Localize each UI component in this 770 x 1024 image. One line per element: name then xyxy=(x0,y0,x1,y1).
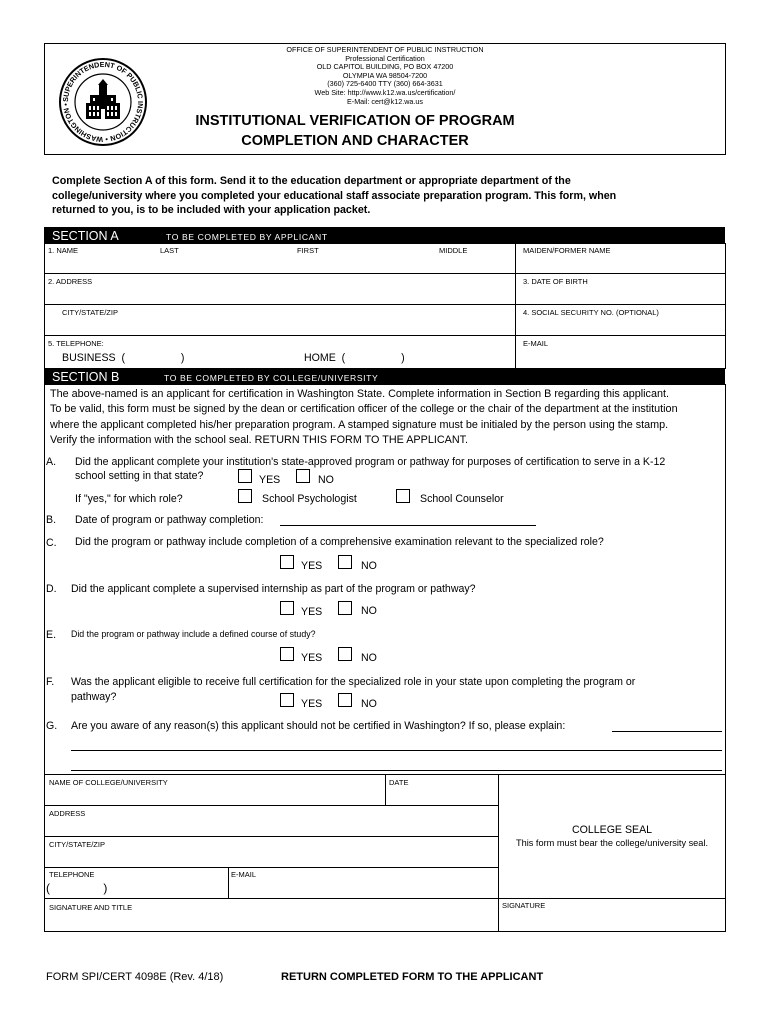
no-label: NO xyxy=(361,698,377,710)
college-date-label: DATE xyxy=(389,778,409,787)
divider xyxy=(44,273,726,274)
section-b-title: SECTION B xyxy=(52,370,120,384)
business-phone-field[interactable] xyxy=(125,350,180,365)
ssn-field[interactable] xyxy=(517,318,723,334)
question-e-text: Did the program or pathway include a defined course of study? xyxy=(71,629,316,639)
no-label: NO xyxy=(318,474,334,486)
explanation-line-1[interactable] xyxy=(612,731,722,732)
college-date-field[interactable] xyxy=(387,788,496,804)
college-email-field[interactable] xyxy=(230,880,496,896)
home-phone-field[interactable] xyxy=(348,350,403,365)
yes-label: YES xyxy=(301,652,323,664)
return-note: RETURN COMPLETED FORM TO THE APPLICANT xyxy=(281,971,544,983)
date-of-birth-label: 3. DATE OF BIRTH xyxy=(523,277,588,286)
telephone-label: 5. TELEPHONE: xyxy=(48,339,104,348)
name-label: 1. NAME xyxy=(48,246,79,255)
question-d-no-checkbox[interactable] xyxy=(338,601,352,615)
school-psychologist-label: School Psychologist xyxy=(262,493,357,505)
instructions: Complete Section A of this form. Send it to the education department or appropriate department of the college/university where you completed your educational staff associate preparation program. This form, when returned to you, is to be included with your application packet. xyxy=(52,175,617,217)
school-counselor-label: School Counselor xyxy=(420,493,504,505)
completion-date-line[interactable] xyxy=(280,525,536,526)
email-label: E-MAIL xyxy=(523,339,549,348)
question-b-letter: B. xyxy=(46,514,57,526)
question-c-text: Did the program or pathway include completion of a comprehensive examination relevant to the specialized role? xyxy=(75,536,604,548)
last-name-label: LAST xyxy=(160,246,179,255)
college-telephone-field[interactable] xyxy=(55,880,100,896)
divider xyxy=(44,805,499,806)
yes-label: YES xyxy=(301,698,323,710)
date-of-birth-field[interactable] xyxy=(517,287,723,303)
question-c-letter: C. xyxy=(46,537,57,549)
question-g-letter: G. xyxy=(46,720,58,732)
yes-label: YES xyxy=(301,560,323,572)
question-b-text: Date of program or pathway completion: xyxy=(75,514,264,526)
question-c-yes-checkbox[interactable] xyxy=(280,555,294,569)
college-address-field[interactable] xyxy=(46,819,496,835)
city-state-zip-field[interactable] xyxy=(46,318,514,334)
school-counselor-checkbox[interactable] xyxy=(396,489,410,503)
yes-label: YES xyxy=(301,606,323,618)
first-name-label: FIRST xyxy=(297,246,319,255)
question-c-no-checkbox[interactable] xyxy=(338,555,352,569)
ssn-label: 4. SOCIAL SECURITY NO. (OPTIONAL) xyxy=(523,308,659,317)
college-phone-parens: ( ) xyxy=(46,881,108,895)
college-city-field[interactable] xyxy=(46,850,496,866)
business-phone-label: BUSINESS ( ) xyxy=(62,352,185,364)
divider xyxy=(515,243,516,369)
question-a-text-cont: school setting in that state? xyxy=(75,470,204,482)
question-f-no-checkbox[interactable] xyxy=(338,693,352,707)
college-name-field[interactable] xyxy=(46,788,383,804)
question-d-text: Did the applicant complete a supervised internship as part of the program or pathway? xyxy=(71,583,476,595)
question-e-yes-checkbox[interactable] xyxy=(280,647,294,661)
college-seal-title: COLLEGE SEAL xyxy=(571,824,653,836)
no-label: NO xyxy=(361,605,377,617)
role-question: If "yes," for which role? xyxy=(75,493,183,505)
agency-city: OLYMPIA WA 98504-7200 xyxy=(342,70,428,80)
explanation-line-3[interactable] xyxy=(71,770,722,771)
email-field[interactable] xyxy=(517,349,723,367)
question-e-letter: E. xyxy=(46,629,57,641)
college-address-label: ADDRESS xyxy=(49,809,86,818)
svg-text:SUPERINTENDENT OF PUBLIC INSTR: SUPERINTENDENT OF PUBLIC INSTRUCTION • WASHINGTON • xyxy=(60,59,146,145)
section-a-title: SECTION A xyxy=(52,229,119,243)
explanation-line-2[interactable] xyxy=(71,750,722,751)
college-name-label: NAME OF COLLEGE/UNIVERSITY xyxy=(49,778,168,787)
section-b-header xyxy=(44,368,725,385)
form-id: FORM SPI/CERT 4098E (Rev. 4/18) xyxy=(46,971,224,983)
divider xyxy=(228,867,229,899)
division-name: Professional Certification xyxy=(345,53,425,63)
divider xyxy=(44,867,499,868)
name-field[interactable] xyxy=(46,256,514,272)
form-title: INSTITUTIONAL VERIFICATION OF PROGRAM COMPLETION AND CHARACTER xyxy=(195,113,515,149)
question-f-letter: F. xyxy=(46,676,55,688)
signature-field[interactable] xyxy=(500,910,724,930)
signature-title-label: SIGNATURE AND TITLE xyxy=(49,903,133,912)
home-phone-label: HOME ( ) xyxy=(304,352,405,364)
section-a-subtitle: TO BE COMPLETED BY APPLICANT xyxy=(166,232,328,242)
question-e-no-checkbox[interactable] xyxy=(338,647,352,661)
signature-title-field[interactable] xyxy=(46,912,496,930)
yes-label: YES xyxy=(259,474,281,486)
question-g-text: Are you aware of any reason(s) this applicant should not be certified in Washington? If so, please explain: xyxy=(71,720,566,732)
college-seal-area xyxy=(500,824,724,848)
question-f-text-cont: pathway? xyxy=(71,691,117,703)
divider xyxy=(44,304,726,305)
agency-website: Web Site: http://www.k12.wa.us/certification/ xyxy=(314,87,456,97)
school-psychologist-checkbox[interactable] xyxy=(238,489,252,503)
question-d-yes-checkbox[interactable] xyxy=(280,601,294,615)
question-a-yes-checkbox[interactable] xyxy=(238,469,252,483)
college-city-label: CITY/STATE/ZIP xyxy=(49,840,105,849)
section-b-subtitle: TO BE COMPLETED BY COLLEGE/UNIVERSITY xyxy=(164,373,379,383)
address-field[interactable] xyxy=(46,287,514,303)
question-a-letter: A. xyxy=(46,456,57,468)
college-seal-note: This form must bear the college/university seal. xyxy=(516,838,708,848)
middle-name-label: MIDDLE xyxy=(439,246,468,255)
signature-label: SIGNATURE xyxy=(502,901,546,910)
divider xyxy=(44,836,499,837)
question-f-yes-checkbox[interactable] xyxy=(280,693,294,707)
agency-address-block xyxy=(230,46,540,106)
no-label: NO xyxy=(361,652,377,664)
question-f-text: Was the applicant eligible to receive full certification for the specialized role in your state upon completing the program or xyxy=(71,676,636,688)
divider xyxy=(44,335,726,336)
question-d-letter: D. xyxy=(46,583,57,595)
no-label: NO xyxy=(361,560,377,572)
agency-street: OLD CAPITOL BUILDING, PO BOX 47200 xyxy=(316,62,454,72)
city-state-zip-label: CITY/STATE/ZIP xyxy=(62,308,118,317)
question-a-text: Did the applicant complete your institution's state-approved program or pathway for purposes of certification to serve in a K-12 xyxy=(75,456,666,468)
divider xyxy=(498,774,499,932)
college-email-label: E-MAIL xyxy=(231,870,257,879)
agency-name: OFFICE OF SUPERINTENDENT OF PUBLIC INSTRUCTION xyxy=(286,45,484,54)
agency-phone: (360) 725-6400 TTY (360) 664-3631 xyxy=(327,79,443,89)
maiden-name-label: MAIDEN/FORMER NAME xyxy=(523,246,611,255)
maiden-name-field[interactable] xyxy=(517,256,723,272)
question-a-no-checkbox[interactable] xyxy=(296,469,310,483)
section-b-instructions: The above-named is an applicant for certification in Washington State. Complete information in Section B regarding this applicant. To be valid, this form must be signed by the dean or certification officer of the college or the chair of the department at the institution where the applicant completed his/her preparation program. A stamped signature must be initialed by the person using the stamp. Verify the information with the school seal. RETURN THIS FORM TO THE APPLICANT. xyxy=(50,388,678,446)
agency-email: E-Mail: cert@k12.wa.us xyxy=(347,96,423,106)
divider xyxy=(385,774,386,805)
section-a-header xyxy=(44,227,725,244)
college-telephone-label: TELEPHONE xyxy=(49,870,95,879)
divider xyxy=(44,898,726,899)
address-label: 2. ADDRESS xyxy=(48,277,93,286)
